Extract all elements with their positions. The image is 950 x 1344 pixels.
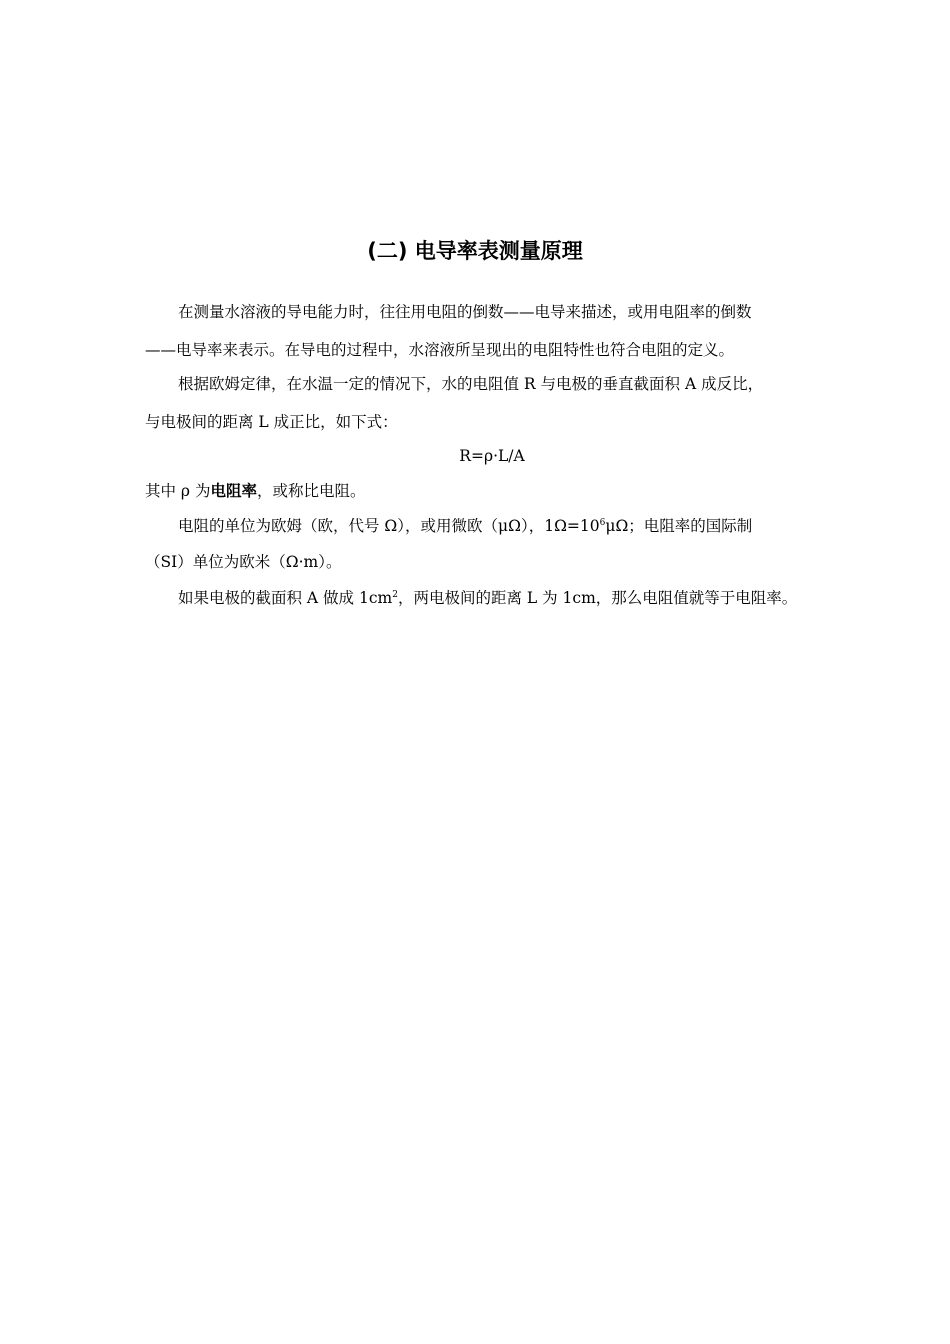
paragraph-3-prefix: 其中 ρ 为	[145, 482, 211, 500]
paragraph-4-line-2: （SI）单位为欧米（Ω·m）。	[145, 553, 342, 571]
exponent-6: 6	[599, 518, 606, 528]
paragraph-3-suffix: ，或称比电阻。	[256, 482, 366, 500]
paragraph-4-line-1	[178, 514, 752, 538]
paragraph-1-line-1: 在测量水溶液的导电能力时，往往用电阻的倒数——电导来描述，或用电阻率的倒数	[178, 303, 752, 321]
paragraph-4-line-1-a: 电阻的单位为欧姆（欧，代号 Ω），或用微欧（μΩ），1Ω=10	[178, 517, 600, 535]
paragraph-4-line-1-b: μΩ；电阻率的国际制	[605, 517, 753, 535]
paragraph-5	[178, 586, 797, 610]
paragraph-2-line-2: 与电极间的距离 L 成正比，如下式：	[145, 413, 398, 431]
exponent-2: 2	[392, 590, 398, 600]
paragraph-2-line-1: 根据欧姆定律，在水温一定的情况下，水的电阻值 R 与电极的垂直截面积 A 成反比，	[178, 375, 764, 393]
paragraph-5-b: ，两电极间的距离 L 为 1cm，那么电阻值就等于电阻率。	[397, 589, 798, 607]
paragraph-1-line-2: ——电导率来表示。在导电的过程中，水溶液所呈现出的电阻特性也符合电阻的定义。	[145, 341, 735, 359]
section-title: (二) 电导率表测量原理	[367, 239, 583, 263]
resistance-formula: R=ρ·L/A	[459, 447, 525, 465]
resistivity-term: 电阻率	[210, 482, 257, 500]
paragraph-5-a: 如果电极的截面积 A 做成 1cm	[178, 589, 393, 607]
paragraph-3	[145, 479, 366, 503]
